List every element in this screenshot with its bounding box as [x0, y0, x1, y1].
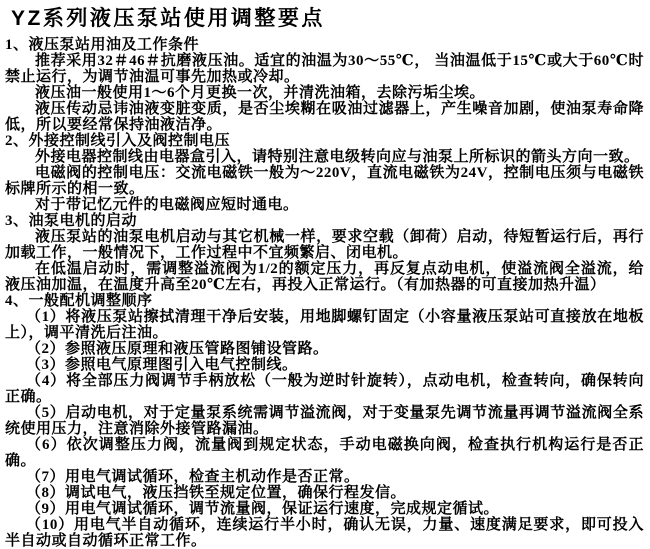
paragraph: 液压油一般使用1～6个月更换一次，并清洗油箱，去除污垢尘埃。 — [35, 85, 486, 101]
list-item: （5）启动电机，对于定量泵系统需调节溢流阀，对于变量泵先调节流量再调节溢流阀全系统使用压力，注意消除外接管路漏油。 — [5, 405, 644, 437]
section-pump-motor-startup — [5, 213, 644, 293]
section-control-wiring-and-valve-voltage — [5, 133, 644, 213]
paragraph: 在低温启动时，需调整溢流阀为1/2的额定压力，再反复点动电机，使溢流阀全溢流，给液压油加温，在温度升高至20℃左右，再投入正常运行。（有加热器的可直接加热升温） — [5, 261, 644, 293]
list-item: （9）用电气调试循环，调节流量阀，保证运行速度，完成规定循试。 — [26, 501, 500, 517]
paragraph: 外接电器控制线由电器盒引入，请特别注意电级转向应与油泵上所标识的箭头方向一致。 — [35, 149, 640, 165]
list-item: （6）依次调整压力阀，流量阀到规定状态，手动电磁换向阀，检查执行机构运行是否正确。 — [5, 437, 644, 469]
list-item: （7）用电气调试循环，检查主机动作是否正常。 — [26, 469, 360, 485]
list-item: （1）将液压泵站擦拭清理干净后安装，用地脚螺钉固定（小容量液压泵站可直接放在地板上），调平清洗后注油。 — [5, 309, 644, 341]
page-title: YZ系列液压泵站使用调整要点 — [11, 7, 325, 30]
section-oil-and-working-conditions — [5, 37, 644, 133]
paragraph: 推荐采用32＃46＃抗磨液压油。适宜的油温为30～55℃， 当油温低于15℃或大于60℃时禁止运行，为调节油温可事先加热或冷却。 — [5, 53, 644, 85]
paragraph: 液压传动忌讳油液变脏变质，是否尘埃糊在吸油过滤器上，产生噪音加剧，使油泵寿命降低，所以要经常保持油液洁净。 — [5, 101, 644, 133]
section-2-heading: 2、外接控制线引入及阀控制电压 — [5, 133, 231, 149]
section-3-heading: 3、油泵电机的启动 — [5, 213, 138, 229]
paragraph: 液压泵站的油泵电机启动与其它机械一样，要求空载（卸荷）启动，待短暂运行后，再行加载工作，一般情况下，工作过程中不宜频繁启、闭电机。 — [5, 229, 644, 261]
list-item: （8）调试电气，液压挡铁至规定位置，确保行程发信。 — [26, 485, 407, 501]
paragraph: 电磁阀的控制电压：交流电磁铁一般为～220V，直流电磁铁为24V，控制电压须与电磁铁标牌所示的相一致。 — [5, 165, 644, 197]
list-item: （10）用电气半自动循环，连续运行半小时，确认无误，力量、速度满足要求，即可投入半自动或自动循环正常工作。 — [5, 517, 644, 549]
section-4-heading: 4、一般配机调整顺序 — [5, 293, 153, 309]
section-general-adjustment-sequence — [5, 293, 644, 549]
paragraph: 对于带记忆元件的电磁阀应短时通电。 — [35, 197, 299, 213]
list-item: （4）将全部压力阀调节手柄放松（一般为逆时针旋转），点动电机，检查转向，确保转向正确。 — [5, 373, 644, 405]
section-1-heading: 1、液压泵站用油及工作条件 — [5, 37, 200, 53]
list-item: （3）参照电气原理图引入电气控制线。 — [26, 357, 298, 373]
list-item: （2）参照液压原理和液压管路图铺设管路。 — [26, 341, 329, 357]
